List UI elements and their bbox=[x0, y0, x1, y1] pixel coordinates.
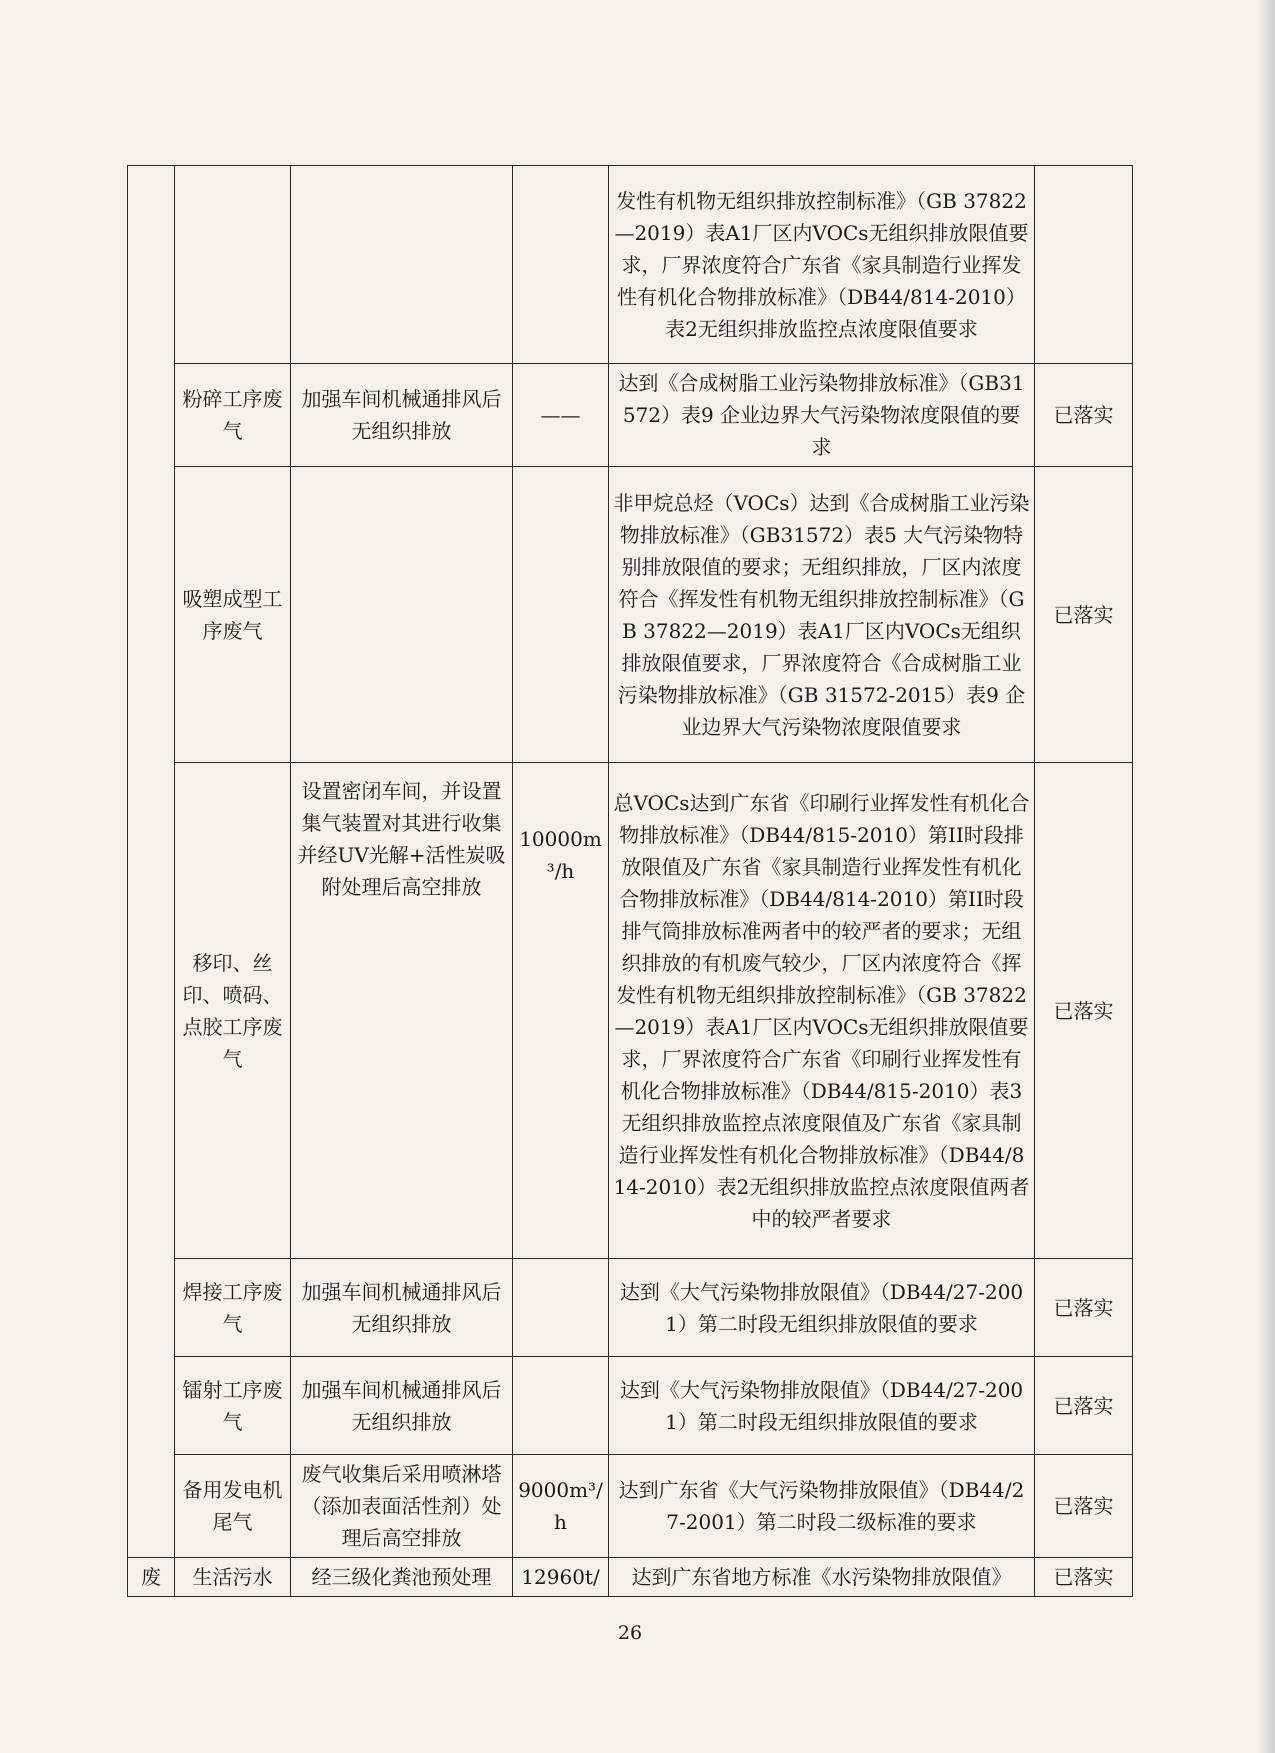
table-row bbox=[128, 467, 1133, 763]
table-row bbox=[128, 1357, 1133, 1455]
table-row bbox=[128, 763, 1133, 1259]
table-row bbox=[128, 1455, 1133, 1558]
standard-cell: 发性有机物无组织排放控制标准》（GB 37822—2019）表A1厂区内VOCs无组织排放限值要求，厂界浓度符合广东省《家具制造行业挥发性有机化合物排放标准》（DB44/814-2010）表2无组织排放监控点浓度限值要求 bbox=[609, 166, 1035, 364]
standard-cell: 总VOCs达到广东省《印刷行业挥发性有机化合物排放标准》（DB44/815-2010）第II时段排放限值及广东省《家具制造行业挥发性有机化合物排放标准》（DB44/814-2010）第II时段排气筒排放标准两者中的较严者的要求；无组织排放的有机废气较少，厂区内浓度符合《挥发性有机物无组织排放控制标准》（GB 37822—2019）表A1厂区内VOCs无组织排放限值要求，厂界浓度符合广东省《印刷行业挥发性有机化合物排放标准》（DB44/815-2010）表3无组织排放监控点浓度限值及广东省《家具制造行业挥发性有机化合物排放标准》（DB44/814-2010）表2无组织排放监控点浓度限值两者中的较严者要求 bbox=[609, 763, 1035, 1259]
measure-cell: 加强车间机械通排风后无组织排放 bbox=[291, 364, 513, 467]
status-cell: 已落实 bbox=[1035, 364, 1133, 467]
source-cell: 备用发电机尾气 bbox=[175, 1455, 291, 1558]
volume-cell: 10000m³/h bbox=[513, 763, 609, 1259]
table-row bbox=[128, 1259, 1133, 1357]
standard-cell: 达到《合成树脂工业污染物排放标准》（GB31572）表9 企业边界大气污染物浓度限值的要求 bbox=[609, 364, 1035, 467]
volume-cell: 9000m³/h bbox=[513, 1455, 609, 1558]
measure-cell: 废气收集后采用喷淋塔（添加表面活性剂）处理后高空排放 bbox=[291, 1455, 513, 1558]
pollution-type-cell bbox=[128, 166, 175, 1558]
status-cell: 已落实 bbox=[1035, 1357, 1133, 1455]
status-cell: 已落实 bbox=[1035, 1558, 1133, 1597]
volume-cell bbox=[513, 467, 609, 763]
status-cell: 已落实 bbox=[1035, 1259, 1133, 1357]
table-row bbox=[128, 364, 1133, 467]
source-cell: 粉碎工序废气 bbox=[175, 364, 291, 467]
standard-cell: 达到《大气污染物排放限值》（DB44/27-2001）第二时段无组织排放限值的要求 bbox=[609, 1259, 1035, 1357]
pollution-type-cell: 废 bbox=[128, 1558, 175, 1597]
status-cell bbox=[1035, 166, 1133, 364]
table-row bbox=[128, 166, 1133, 364]
measure-cell: 经三级化粪池预处理 bbox=[291, 1558, 513, 1597]
status-cell: 已落实 bbox=[1035, 467, 1133, 763]
source-cell: 吸塑成型工序废气 bbox=[175, 467, 291, 763]
standard-cell: 非甲烷总烃（VOCs）达到《合成树脂工业污染物排放标准》（GB31572）表5 大气污染物特别排放限值的要求；无组织排放，厂区内浓度符合《挥发性有机物无组织排放控制标准》（GB 37822—2019）表A1厂区内VOCs无组织排放限值要求，厂界浓度符合《合成树脂工业污染物排放标准》（GB 31572-2015）表9 企业边界大气污染物浓度限值要求 bbox=[609, 467, 1035, 763]
status-cell: 已落实 bbox=[1035, 1455, 1133, 1558]
source-cell: 焊接工序废气 bbox=[175, 1259, 291, 1357]
standard-cell: 达到广东省《大气污染物排放限值》（DB44/27-2001）第二时段二级标准的要求 bbox=[609, 1455, 1035, 1558]
volume-cell bbox=[513, 166, 609, 364]
acceptance-table bbox=[127, 165, 1133, 1597]
standard-cell: 达到《大气污染物排放限值》（DB44/27-2001）第二时段无组织排放限值的要求 bbox=[609, 1357, 1035, 1455]
measure-cell: 设置密闭车间，并设置集气装置对其进行收集并经UV光解+活性炭吸附处理后高空排放 bbox=[291, 763, 513, 1259]
measure-cell: 加强车间机械通排风后无组织排放 bbox=[291, 1357, 513, 1455]
volume-cell bbox=[513, 1259, 609, 1357]
source-cell: 镭射工序废气 bbox=[175, 1357, 291, 1455]
measure-cell: 加强车间机械通排风后无组织排放 bbox=[291, 1259, 513, 1357]
status-cell: 已落实 bbox=[1035, 763, 1133, 1259]
source-cell: 生活污水 bbox=[175, 1558, 291, 1597]
source-cell bbox=[175, 166, 291, 364]
source-cell: 移印、丝印、喷码、点胶工序废气 bbox=[175, 763, 291, 1259]
page-edge-shadow bbox=[1257, 0, 1275, 1753]
volume-cell: 12960t/ bbox=[513, 1558, 609, 1597]
measure-cell bbox=[291, 166, 513, 364]
volume-cell bbox=[513, 1357, 609, 1455]
measure-cell bbox=[291, 467, 513, 763]
page-number: 26 bbox=[617, 1622, 643, 1644]
table-row bbox=[128, 1558, 1133, 1597]
standard-cell: 达到广东省地方标准《水污染物排放限值》 bbox=[609, 1558, 1035, 1597]
volume-cell: —— bbox=[513, 364, 609, 467]
